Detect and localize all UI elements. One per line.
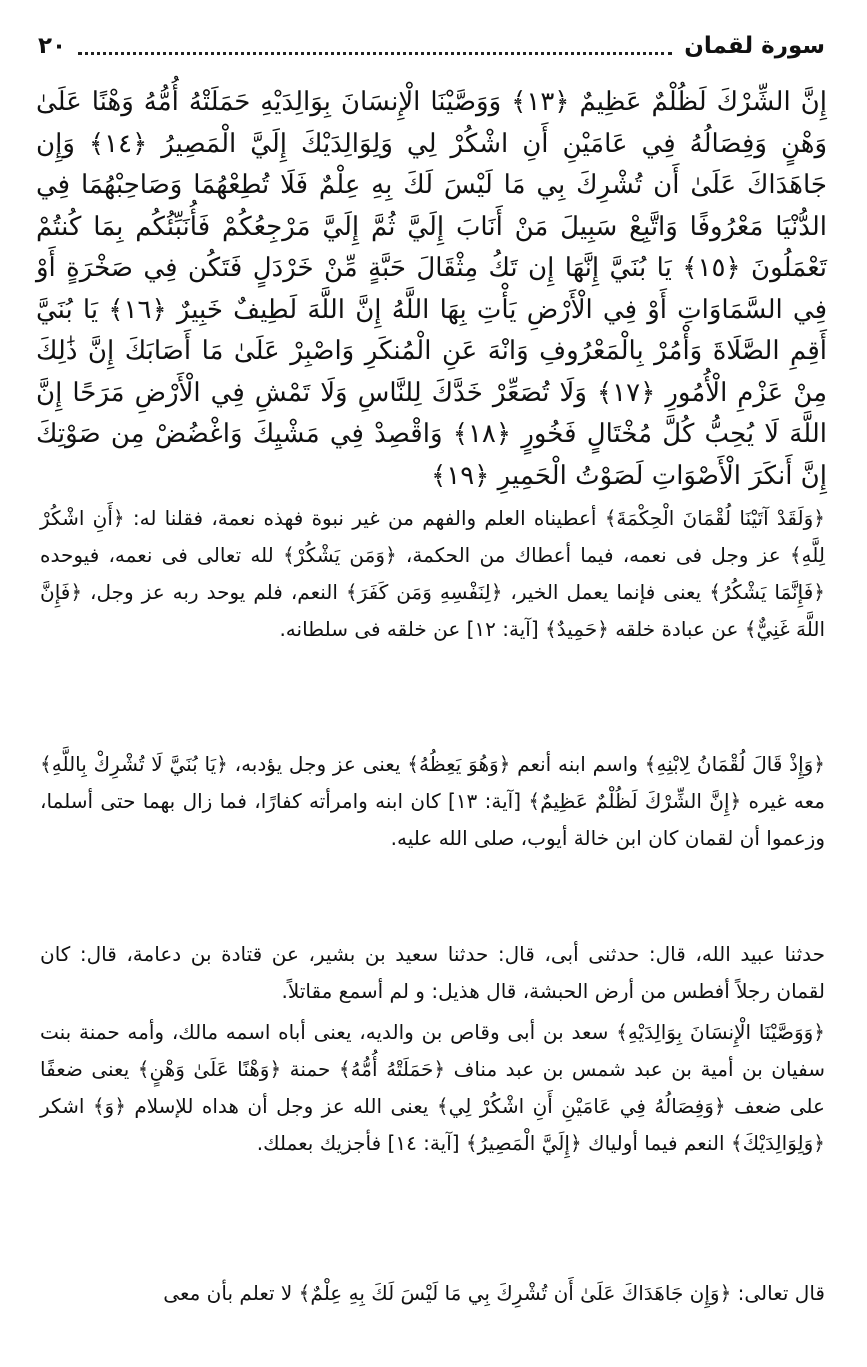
commentary-paragraph-2: ﴿وَإِذْ قَالَ لُقْمَانُ لِابْنِهِ﴾ واسم ابنه أنعم ﴿وَهُوَ يَعِظُهُ﴾ يعنى عز وجل يؤدبه، ﴿يَا بُنَيَّ لَا تُشْرِكْ بِاللَّهِ﴾ معه غيره ﴿إِنَّ الشِّرْكَ لَظُلْمٌ عَظِيمٌ﴾ [آية: ١٣] كان ابنه وامرأته كفارًا، فما زال بهما حتى أسلما، وزعموا أن لقمان كان ابن خالة أيوب، صلى الله عليه. <box>40 752 825 850</box>
commentary-paragraph-5: قال تعالى: ﴿وَإِن جَاهَدَاكَ عَلَىٰ أَن تُشْرِكَ بِي مَا لَيْسَ لَكَ بِهِ عِلْمٌ﴾ لا تعلم بأن معى <box>163 1281 825 1305</box>
commentary-paragraph-1: ﴿وَلَقَدْ آتَيْنَا لُقْمَانَ الْحِكْمَةَ﴾ أعطيناه العلم والفهم من غير نبوة فهذه نعمة، فقلنا له: ﴿أَنِ اشْكُرْ لِلَّهِ﴾ عز وجل فى نعمه، فيما أعطاك من الحكمة، ﴿وَمَن يَشْكُرْ﴾ لله تعالى فى نعمه، فيوحده ﴿فَإِنَّمَا يَشْكُرُ﴾ يعنى فإنما يعمل الخير، ﴿لِنَفْسِهِ وَمَن كَفَرَ﴾ النعم، فلم يوحد ربه عز وجل، ﴿فَإِنَّ اللَّهَ غَنِيٌّ﴾ عن عبادة خلقه ﴿حَمِيدٌ﴾ [آية: ١٢] عن خلقه فى سلطانه. <box>40 506 825 641</box>
surah-name: سورة لقمان <box>684 33 825 59</box>
header-dotted-leader <box>78 38 672 55</box>
commentary-paragraph-4: ﴿وَوَصَّيْنَا الْإِنسَانَ بِوَالِدَيْهِ﴾ سعد بن أبى وقاص بن والديه، يعنى أباه اسمه مالك، وأمه حمنة بنت سفيان بن أمية بن عبد شمس بن عبد مناف ﴿حَمَلَتْهُ أُمُّهُ﴾ حمنة ﴿وَهْنًا عَلَىٰ وَهْنٍ﴾ يعنى ضعفًا على ضعف ﴿وَفِصَالُهُ فِي عَامَيْنِ أَنِ اشْكُرْ لِي﴾ يعنى الله عز وجل أن هداه للإسلام ﴿وَ﴾ اشكر ﴿وَلِوَالِدَيْكَ﴾ النعم فيما أولياك ﴿إِلَيَّ الْمَصِيرُ﴾ [آية: ١٤] فأجزيك بعملك. <box>40 1020 825 1155</box>
page-number: ٢٠ <box>38 33 67 59</box>
quran-verses-block: إِنَّ الشِّرْكَ لَظُلْمٌ عَظِيمٌ ﴿١٣﴾ وَوَصَّيْنَا الْإِنسَانَ بِوَالِدَيْهِ حَمَلَتْهُ أُمُّهُ وَهْنًا عَلَىٰ وَهْنٍ وَفِصَالُهُ فِي عَامَيْنِ أَنِ اشْكُرْ لِي وَلِوَالِدَيْكَ إِلَيَّ الْمَصِيرُ ﴿١٤﴾ وَإِن جَاهَدَاكَ عَلَىٰ أَن تُشْرِكَ بِي مَا لَيْسَ لَكَ بِهِ عِلْمٌ فَلَا تُطِعْهُمَا وَصَاحِبْهُمَا فِي الدُّنْيَا مَعْرُوفًا وَاتَّبِعْ سَبِيلَ مَنْ أَنَابَ إِلَيَّ ثُمَّ إِلَيَّ مَرْجِعُكُمْ فَأُنَبِّئُكُم بِمَا كُنتُمْ تَعْمَلُونَ ﴿١٥﴾ يَا بُنَيَّ إِنَّهَا إِن تَكُ مِثْقَالَ حَبَّةٍ مِّنْ خَرْدَلٍ فَتَكُن فِي صَخْرَةٍ أَوْ فِي السَّمَاوَاتِ أَوْ فِي الْأَرْضِ يَأْتِ بِهَا اللَّهُ إِنَّ اللَّهَ لَطِيفٌ خَبِيرٌ ﴿١٦﴾ يَا بُنَيَّ أَقِمِ الصَّلَاةَ وَأْمُرْ بِالْمَعْرُوفِ وَانْهَ عَنِ الْمُنكَرِ وَاصْبِرْ عَلَىٰ مَا أَصَابَكَ إِنَّ ذَٰلِكَ مِنْ عَزْمِ الْأُمُورِ ﴿١٧﴾ وَلَا تُصَعِّرْ خَدَّكَ لِلنَّاسِ وَلَا تَمْشِ فِي الْأَرْضِ مَرَحًا إِنَّ اللَّهَ لَا يُحِبُّ كُلَّ مُخْتَالٍ فَخُورٍ ﴿١٨﴾ وَاقْصِدْ فِي مَشْيِكَ وَاغْضُضْ مِن صَوْتِكَ إِنَّ أَنكَرَ الْأَصْوَاتِ لَصَوْتُ الْحَمِيرِ ﴿١٩﴾ <box>36 87 828 491</box>
page-header <box>38 20 825 72</box>
commentary-paragraph-3: حدثنا عبيد الله، قال: حدثنى أبى، قال: حدثنا سعيد بن بشير، عن قتادة بن دعامة، قال: كان لقمان رجلاً أفطس من أرض الحبشة، قال هذيل: و لم أسمع مقاتلاً. <box>40 942 825 1003</box>
